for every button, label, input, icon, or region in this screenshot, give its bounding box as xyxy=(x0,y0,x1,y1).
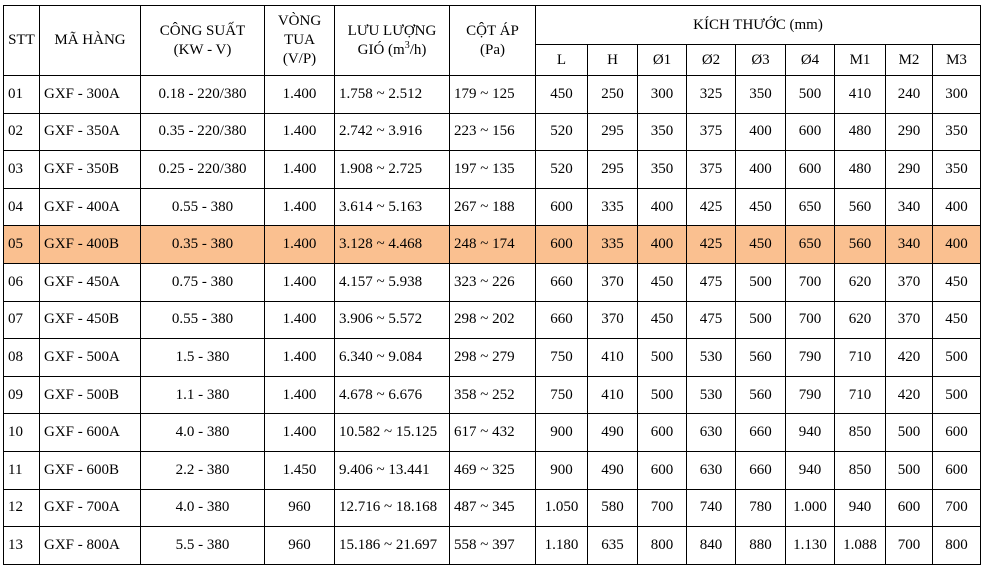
cell-dim-o1: 300 xyxy=(638,76,687,114)
header-stt: STT xyxy=(4,6,40,76)
cell-dim-m3: 700 xyxy=(933,489,981,527)
table-row xyxy=(4,339,981,377)
cell-dim-m1: 710 xyxy=(835,376,886,414)
cell-dim-o2: 530 xyxy=(687,339,736,377)
header-kich-thuoc: KÍCH THƯỚC (mm) xyxy=(536,6,981,45)
cell-dim-o1: 800 xyxy=(638,527,687,565)
cell-dim-m2: 290 xyxy=(886,113,933,151)
cell-luu-luong: 4.157 ~ 5.938 xyxy=(335,263,450,301)
cell-dim-l: 750 xyxy=(536,339,588,377)
header-dim-o3: Ø3 xyxy=(736,45,786,76)
cell-cong-suat: 1.1 - 380 xyxy=(141,376,265,414)
header-dim-m3: M3 xyxy=(933,45,981,76)
cell-dim-m3: 450 xyxy=(933,263,981,301)
cell-dim-o2: 375 xyxy=(687,113,736,151)
header-cot-ap: CỘT ÁP (Pa) xyxy=(450,6,536,76)
cell-ma-hang: GXF - 600B xyxy=(40,451,141,489)
cell-dim-o1: 400 xyxy=(638,226,687,264)
table-row xyxy=(4,376,981,414)
cell-stt: 05 xyxy=(4,226,40,264)
cell-dim-m1: 1.088 xyxy=(835,527,886,565)
cell-luu-luong: 9.406 ~ 13.441 xyxy=(335,451,450,489)
cell-dim-l: 1.050 xyxy=(536,489,588,527)
cell-vong-tua: 1.400 xyxy=(265,263,335,301)
cell-dim-o1: 700 xyxy=(638,489,687,527)
cell-vong-tua: 1.400 xyxy=(265,188,335,226)
cell-stt: 11 xyxy=(4,451,40,489)
cell-dim-o4: 700 xyxy=(786,301,835,339)
cell-dim-m3: 350 xyxy=(933,151,981,189)
cell-cot-ap: 469 ~ 325 xyxy=(450,451,536,489)
cell-dim-o3: 660 xyxy=(736,451,786,489)
cell-vong-tua: 1.400 xyxy=(265,226,335,264)
header-ma-hang: MÃ HÀNG xyxy=(40,6,141,76)
cell-dim-m3: 400 xyxy=(933,226,981,264)
cell-dim-l: 520 xyxy=(536,113,588,151)
cell-dim-m3: 600 xyxy=(933,414,981,452)
cell-cot-ap: 223 ~ 156 xyxy=(450,113,536,151)
table-row xyxy=(4,113,981,151)
cell-dim-o2: 840 xyxy=(687,527,736,565)
cell-luu-luong: 3.128 ~ 4.468 xyxy=(335,226,450,264)
cell-cong-suat: 5.5 - 380 xyxy=(141,527,265,565)
header-dim-l: L xyxy=(536,45,588,76)
cell-dim-o3: 350 xyxy=(736,76,786,114)
header-luu-luong: LƯU LƯỢNG GIÓ $(m^3/h)$ xyxy=(335,6,450,76)
cell-dim-o2: 475 xyxy=(687,263,736,301)
cell-dim-o4: 1.130 xyxy=(786,527,835,565)
cell-dim-l: 1.180 xyxy=(536,527,588,565)
cell-ma-hang: GXF - 800A xyxy=(40,527,141,565)
cell-cot-ap: 358 ~ 252 xyxy=(450,376,536,414)
cell-cot-ap: 179 ~ 125 xyxy=(450,76,536,114)
cell-stt: 13 xyxy=(4,527,40,565)
cell-dim-o3: 400 xyxy=(736,113,786,151)
cell-dim-m2: 500 xyxy=(886,451,933,489)
cell-stt: 09 xyxy=(4,376,40,414)
cell-dim-h: 335 xyxy=(588,226,638,264)
cell-stt: 07 xyxy=(4,301,40,339)
cell-dim-l: 660 xyxy=(536,263,588,301)
cell-luu-luong: 4.678 ~ 6.676 xyxy=(335,376,450,414)
cell-dim-l: 660 xyxy=(536,301,588,339)
cell-dim-h: 370 xyxy=(588,263,638,301)
cell-dim-l: 450 xyxy=(536,76,588,114)
cell-dim-o2: 375 xyxy=(687,151,736,189)
cell-vong-tua: 1.400 xyxy=(265,151,335,189)
cell-stt: 10 xyxy=(4,414,40,452)
cell-luu-luong: 3.906 ~ 5.572 xyxy=(335,301,450,339)
cell-dim-m1: 410 xyxy=(835,76,886,114)
cell-stt: 04 xyxy=(4,188,40,226)
header-dim-m2: M2 xyxy=(886,45,933,76)
cell-dim-l: 900 xyxy=(536,451,588,489)
cell-dim-m2: 340 xyxy=(886,226,933,264)
cell-vong-tua: 1.400 xyxy=(265,339,335,377)
table-row xyxy=(4,151,981,189)
cell-dim-o1: 350 xyxy=(638,151,687,189)
cell-dim-h: 635 xyxy=(588,527,638,565)
fan-spec-table xyxy=(3,5,981,565)
cell-dim-m2: 370 xyxy=(886,301,933,339)
cell-ma-hang: GXF - 700A xyxy=(40,489,141,527)
cell-dim-o1: 450 xyxy=(638,263,687,301)
cell-cong-suat: 4.0 - 380 xyxy=(141,414,265,452)
cell-dim-h: 295 xyxy=(588,151,638,189)
cell-cot-ap: 298 ~ 279 xyxy=(450,339,536,377)
cell-dim-m1: 710 xyxy=(835,339,886,377)
table-row xyxy=(4,188,981,226)
cell-dim-m1: 940 xyxy=(835,489,886,527)
cell-ma-hang: GXF - 400B xyxy=(40,226,141,264)
cell-cot-ap: 617 ~ 432 xyxy=(450,414,536,452)
cell-dim-h: 295 xyxy=(588,113,638,151)
cell-dim-o3: 660 xyxy=(736,414,786,452)
cell-dim-m2: 700 xyxy=(886,527,933,565)
cell-ma-hang: GXF - 500A xyxy=(40,339,141,377)
cell-dim-o1: 400 xyxy=(638,188,687,226)
cell-dim-o4: 790 xyxy=(786,376,835,414)
cell-dim-m3: 450 xyxy=(933,301,981,339)
cell-dim-l: 520 xyxy=(536,151,588,189)
cell-dim-o1: 500 xyxy=(638,376,687,414)
table-body xyxy=(4,76,981,565)
cell-stt: 12 xyxy=(4,489,40,527)
cell-dim-o3: 500 xyxy=(736,301,786,339)
cell-dim-o3: 450 xyxy=(736,188,786,226)
cell-dim-o1: 350 xyxy=(638,113,687,151)
cell-dim-o4: 600 xyxy=(786,113,835,151)
cell-vong-tua: 1.450 xyxy=(265,451,335,489)
cell-dim-m1: 480 xyxy=(835,151,886,189)
cell-ma-hang: GXF - 450B xyxy=(40,301,141,339)
cell-dim-o2: 425 xyxy=(687,226,736,264)
cell-dim-m1: 560 xyxy=(835,226,886,264)
cell-cong-suat: 0.25 - 220/380 xyxy=(141,151,265,189)
cell-dim-m2: 420 xyxy=(886,376,933,414)
cell-cong-suat: 2.2 - 380 xyxy=(141,451,265,489)
cell-cong-suat: 1.5 - 380 xyxy=(141,339,265,377)
table-row xyxy=(4,451,981,489)
cell-cot-ap: 323 ~ 226 xyxy=(450,263,536,301)
cell-luu-luong: 6.340 ~ 9.084 xyxy=(335,339,450,377)
cell-dim-o4: 600 xyxy=(786,151,835,189)
cell-dim-o3: 500 xyxy=(736,263,786,301)
cell-vong-tua: 1.400 xyxy=(265,376,335,414)
cell-cot-ap: 558 ~ 397 xyxy=(450,527,536,565)
cell-luu-luong: 1.908 ~ 2.725 xyxy=(335,151,450,189)
cell-luu-luong: 10.582 ~ 15.125 xyxy=(335,414,450,452)
cell-cot-ap: 248 ~ 174 xyxy=(450,226,536,264)
cell-cong-suat: 0.18 - 220/380 xyxy=(141,76,265,114)
cell-dim-o1: 600 xyxy=(638,414,687,452)
cell-vong-tua: 1.400 xyxy=(265,414,335,452)
cell-cot-ap: 298 ~ 202 xyxy=(450,301,536,339)
cell-ma-hang: GXF - 600A xyxy=(40,414,141,452)
cell-dim-m2: 340 xyxy=(886,188,933,226)
cell-cong-suat: 0.55 - 380 xyxy=(141,301,265,339)
cell-dim-m1: 560 xyxy=(835,188,886,226)
cell-dim-m2: 600 xyxy=(886,489,933,527)
cell-dim-h: 490 xyxy=(588,451,638,489)
table-row xyxy=(4,226,981,264)
cell-vong-tua: 960 xyxy=(265,489,335,527)
cell-dim-o1: 500 xyxy=(638,339,687,377)
cell-luu-luong: 1.758 ~ 2.512 xyxy=(335,76,450,114)
cell-dim-o3: 560 xyxy=(736,339,786,377)
cell-dim-o2: 425 xyxy=(687,188,736,226)
table-row xyxy=(4,527,981,565)
cell-cot-ap: 197 ~ 135 xyxy=(450,151,536,189)
cell-dim-h: 580 xyxy=(588,489,638,527)
cell-dim-m1: 850 xyxy=(835,451,886,489)
cell-cot-ap: 487 ~ 345 xyxy=(450,489,536,527)
header-cong-suat: CÔNG SUẤT (KW - V) xyxy=(141,6,265,76)
cell-dim-m2: 240 xyxy=(886,76,933,114)
cell-dim-o3: 450 xyxy=(736,226,786,264)
header-dim-m1: M1 xyxy=(835,45,886,76)
table-row xyxy=(4,414,981,452)
cell-dim-m3: 500 xyxy=(933,339,981,377)
cell-dim-o2: 325 xyxy=(687,76,736,114)
cell-dim-o3: 400 xyxy=(736,151,786,189)
cell-dim-m3: 800 xyxy=(933,527,981,565)
cell-dim-m2: 290 xyxy=(886,151,933,189)
cell-stt: 03 xyxy=(4,151,40,189)
cell-ma-hang: GXF - 350A xyxy=(40,113,141,151)
cell-dim-o4: 650 xyxy=(786,188,835,226)
cell-stt: 01 xyxy=(4,76,40,114)
header-dim-h: H xyxy=(588,45,638,76)
cell-dim-l: 900 xyxy=(536,414,588,452)
cell-dim-l: 600 xyxy=(536,188,588,226)
cell-stt: 06 xyxy=(4,263,40,301)
cell-ma-hang: GXF - 450A xyxy=(40,263,141,301)
cell-dim-o4: 940 xyxy=(786,414,835,452)
cell-ma-hang: GXF - 500B xyxy=(40,376,141,414)
cell-dim-l: 750 xyxy=(536,376,588,414)
cell-dim-o1: 600 xyxy=(638,451,687,489)
cell-cot-ap: 267 ~ 188 xyxy=(450,188,536,226)
table-row xyxy=(4,263,981,301)
header-vong-tua: VÒNG TUA (V/P) xyxy=(265,6,335,76)
cell-dim-m3: 500 xyxy=(933,376,981,414)
cell-dim-m1: 620 xyxy=(835,263,886,301)
cell-ma-hang: GXF - 400A xyxy=(40,188,141,226)
cell-luu-luong: 12.716 ~ 18.168 xyxy=(335,489,450,527)
cell-dim-o4: 700 xyxy=(786,263,835,301)
cell-ma-hang: GXF - 300A xyxy=(40,76,141,114)
cell-cong-suat: 4.0 - 380 xyxy=(141,489,265,527)
header-dim-o2: Ø2 xyxy=(687,45,736,76)
cell-dim-o3: 780 xyxy=(736,489,786,527)
cell-dim-o2: 630 xyxy=(687,451,736,489)
cell-dim-h: 410 xyxy=(588,339,638,377)
header-dim-o4: Ø4 xyxy=(786,45,835,76)
cell-dim-m3: 600 xyxy=(933,451,981,489)
table-row xyxy=(4,76,981,114)
cell-dim-m2: 370 xyxy=(886,263,933,301)
cell-dim-o1: 450 xyxy=(638,301,687,339)
cell-vong-tua: 1.400 xyxy=(265,76,335,114)
cell-dim-h: 410 xyxy=(588,376,638,414)
cell-dim-m3: 400 xyxy=(933,188,981,226)
cell-cong-suat: 0.55 - 380 xyxy=(141,188,265,226)
cell-vong-tua: 1.400 xyxy=(265,301,335,339)
cell-dim-h: 250 xyxy=(588,76,638,114)
header-dim-o1: Ø1 xyxy=(638,45,687,76)
cell-dim-m1: 480 xyxy=(835,113,886,151)
cell-luu-luong: 15.186 ~ 21.697 xyxy=(335,527,450,565)
cell-dim-m1: 620 xyxy=(835,301,886,339)
cell-dim-m3: 350 xyxy=(933,113,981,151)
cell-dim-o4: 940 xyxy=(786,451,835,489)
table-row xyxy=(4,301,981,339)
cell-dim-m2: 500 xyxy=(886,414,933,452)
cell-dim-l: 600 xyxy=(536,226,588,264)
cell-dim-o3: 560 xyxy=(736,376,786,414)
cell-dim-o4: 500 xyxy=(786,76,835,114)
cell-cong-suat: 0.75 - 380 xyxy=(141,263,265,301)
cell-luu-luong: 2.742 ~ 3.916 xyxy=(335,113,450,151)
cell-stt: 02 xyxy=(4,113,40,151)
cell-cong-suat: 0.35 - 380 xyxy=(141,226,265,264)
cell-vong-tua: 1.400 xyxy=(265,113,335,151)
cell-dim-o2: 740 xyxy=(687,489,736,527)
cell-luu-luong: 3.614 ~ 5.163 xyxy=(335,188,450,226)
cell-stt: 08 xyxy=(4,339,40,377)
cell-dim-o4: 1.000 xyxy=(786,489,835,527)
cell-cong-suat: 0.35 - 220/380 xyxy=(141,113,265,151)
cell-dim-h: 370 xyxy=(588,301,638,339)
cell-dim-o2: 475 xyxy=(687,301,736,339)
cell-vong-tua: 960 xyxy=(265,527,335,565)
cell-dim-o2: 630 xyxy=(687,414,736,452)
cell-ma-hang: GXF - 350B xyxy=(40,151,141,189)
cell-dim-m1: 850 xyxy=(835,414,886,452)
cell-dim-o4: 790 xyxy=(786,339,835,377)
cell-dim-m2: 420 xyxy=(886,339,933,377)
cell-dim-o4: 650 xyxy=(786,226,835,264)
cell-dim-h: 335 xyxy=(588,188,638,226)
cell-dim-h: 490 xyxy=(588,414,638,452)
cell-dim-m3: 300 xyxy=(933,76,981,114)
table-row xyxy=(4,489,981,527)
cell-dim-o3: 880 xyxy=(736,527,786,565)
cell-dim-o2: 530 xyxy=(687,376,736,414)
